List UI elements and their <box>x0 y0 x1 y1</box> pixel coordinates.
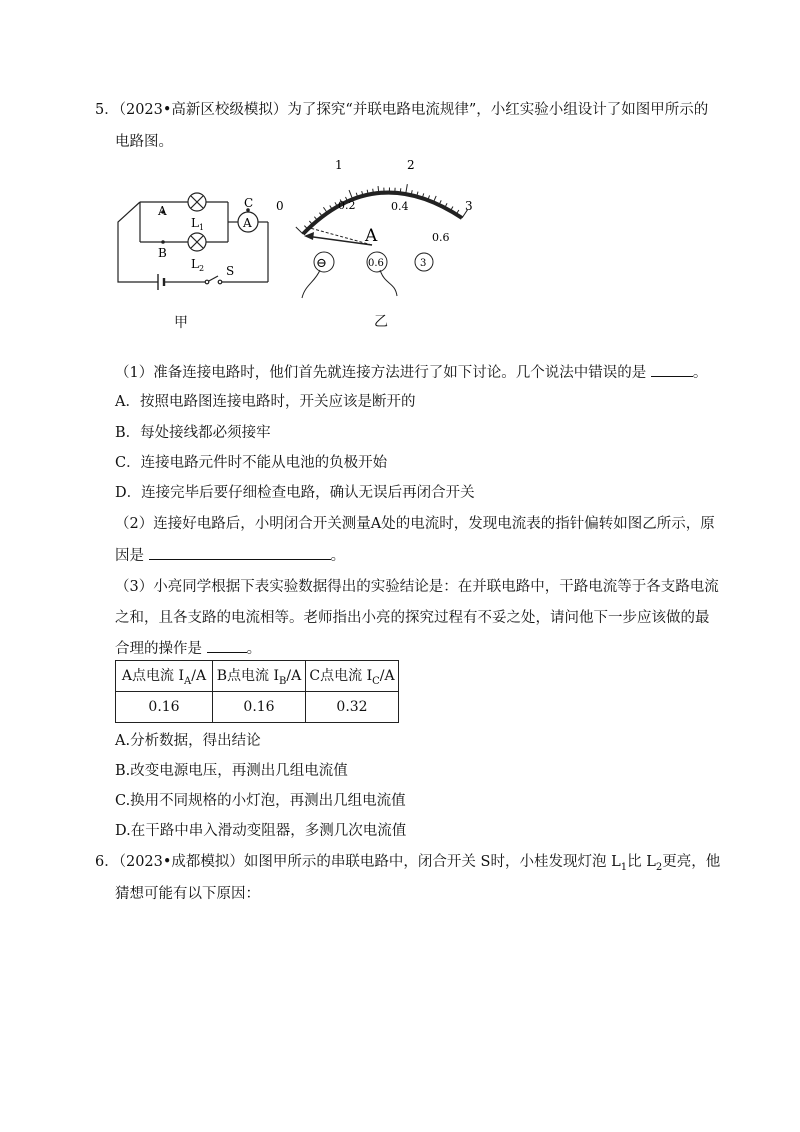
q5-sub1-option-b: B．每处接线都必须接牢 <box>115 425 271 441</box>
terminal-3: 3 <box>420 258 427 269</box>
meter-unit-label: A <box>365 226 378 246</box>
ammeter-dial <box>296 184 468 234</box>
q5-sub3-line1: （3）小亮同学根据下表实验数据得出的实验结论是：在并联电路中，干路电流等于各支路电流 <box>115 579 719 595</box>
cell-b-value: 0.16 <box>213 692 306 723</box>
q5-stem-line2: 电路图。 <box>115 134 173 150</box>
circuit-caption: 甲 <box>174 315 188 331</box>
q5-sub3-option-d: D.在干路中串入滑动变阻器，多测几次电流值 <box>115 823 407 839</box>
meter-caption: 乙 <box>374 314 388 330</box>
meter-top-3: 3 <box>465 199 473 213</box>
meter-bottom-0.6: 0.6 <box>432 231 450 244</box>
q6-stem-line1: 6．（2023•成都模拟）如图甲所示的串联电路中，闭合开关 S时，小桂发现灯泡 $L_1$比 $L_2$更亮，他 <box>95 854 721 873</box>
answer-blank-1[interactable] <box>651 363 693 377</box>
header-b-current: B点电流 $I_B/A$ <box>213 661 306 692</box>
answer-blank-3[interactable] <box>207 639 247 653</box>
cell-a-value: 0.16 <box>116 692 213 723</box>
meter-bottom-0.4: 0.4 <box>391 200 409 213</box>
q5-sub2-line2: 因是 。 <box>115 548 346 564</box>
terminal-negative: ⊖ <box>316 256 327 271</box>
q5-sub2-line1: （2）连接好电路后，小明闭合开关测量A处的电流时，发现电流表的指针偏转如图乙所示，原 <box>115 516 715 532</box>
switch-s-label: S <box>226 264 235 278</box>
meter-bottom-0.2: 0.2 <box>338 199 356 212</box>
q5-sub3-option-a: A.分析数据，得出结论 <box>115 733 261 749</box>
meter-top-0: 0 <box>276 199 284 213</box>
q5-sub1-option-d: D．连接完毕后要仔细检查电路，确认无误后再闭合开关 <box>115 485 475 501</box>
circuit-and-meter-diagram <box>110 150 490 330</box>
q5-sub1-stem: （1）准备连接电路时，他们首先就连接方法进行了如下讨论。几个说法中错误的是 。 <box>115 365 708 381</box>
q6-stem-line2: 猜想可能有以下原因： <box>115 886 260 902</box>
header-a-current: A点电流 $I_A/A$ <box>116 661 213 692</box>
table-header-row <box>116 661 399 692</box>
q5-sub3-line2: 之和，且各支路的电流相等。老师指出小亮的探究过程有不妥之处，请问他下一步应该做的最 <box>115 610 710 626</box>
header-c-current: C点电流 $I_C/A$ <box>306 661 399 692</box>
current-data-table <box>115 660 399 723</box>
cell-c-value: 0.32 <box>306 692 399 723</box>
q5-sub1-option-a: A．按照电路图连接电路时，开关应该是断开的 <box>115 394 416 410</box>
q5-sub1-option-c: C．连接电路元件时不能从电池的负极开始 <box>115 455 388 471</box>
answer-blank-2[interactable] <box>149 546 331 560</box>
point-a-label: A <box>158 204 167 218</box>
table-row <box>116 692 399 723</box>
q5-sub3-line3: 合理的操作是 。 <box>115 641 262 657</box>
q5-stem-line1: 5．（2023•高新区校级模拟）为了探究“并联电路电流规律”，小红实验小组设计了如图甲所示的 <box>95 102 709 118</box>
meter-top-1: 1 <box>335 158 343 172</box>
meter-top-2: 2 <box>407 158 415 172</box>
dial-tick <box>378 186 379 193</box>
dial-tick <box>296 227 303 234</box>
point-c-label: C <box>244 196 254 210</box>
dial-tick <box>400 188 401 193</box>
terminal-0.6: 0.6 <box>368 258 384 269</box>
q5-sub3-option-b: B.改变电源电压，再测出几组电流值 <box>115 763 348 779</box>
q5-figure <box>110 150 490 334</box>
point-b-label: B <box>158 246 167 260</box>
q5-sub3-option-c: C.换用不同规格的小灯泡，再测出几组电流值 <box>115 793 406 809</box>
ammeter-symbol-label: A <box>243 216 252 230</box>
lamp-l1-label: $L_1$ <box>191 216 205 232</box>
lamp-l2-label: $L_2$ <box>191 257 205 273</box>
